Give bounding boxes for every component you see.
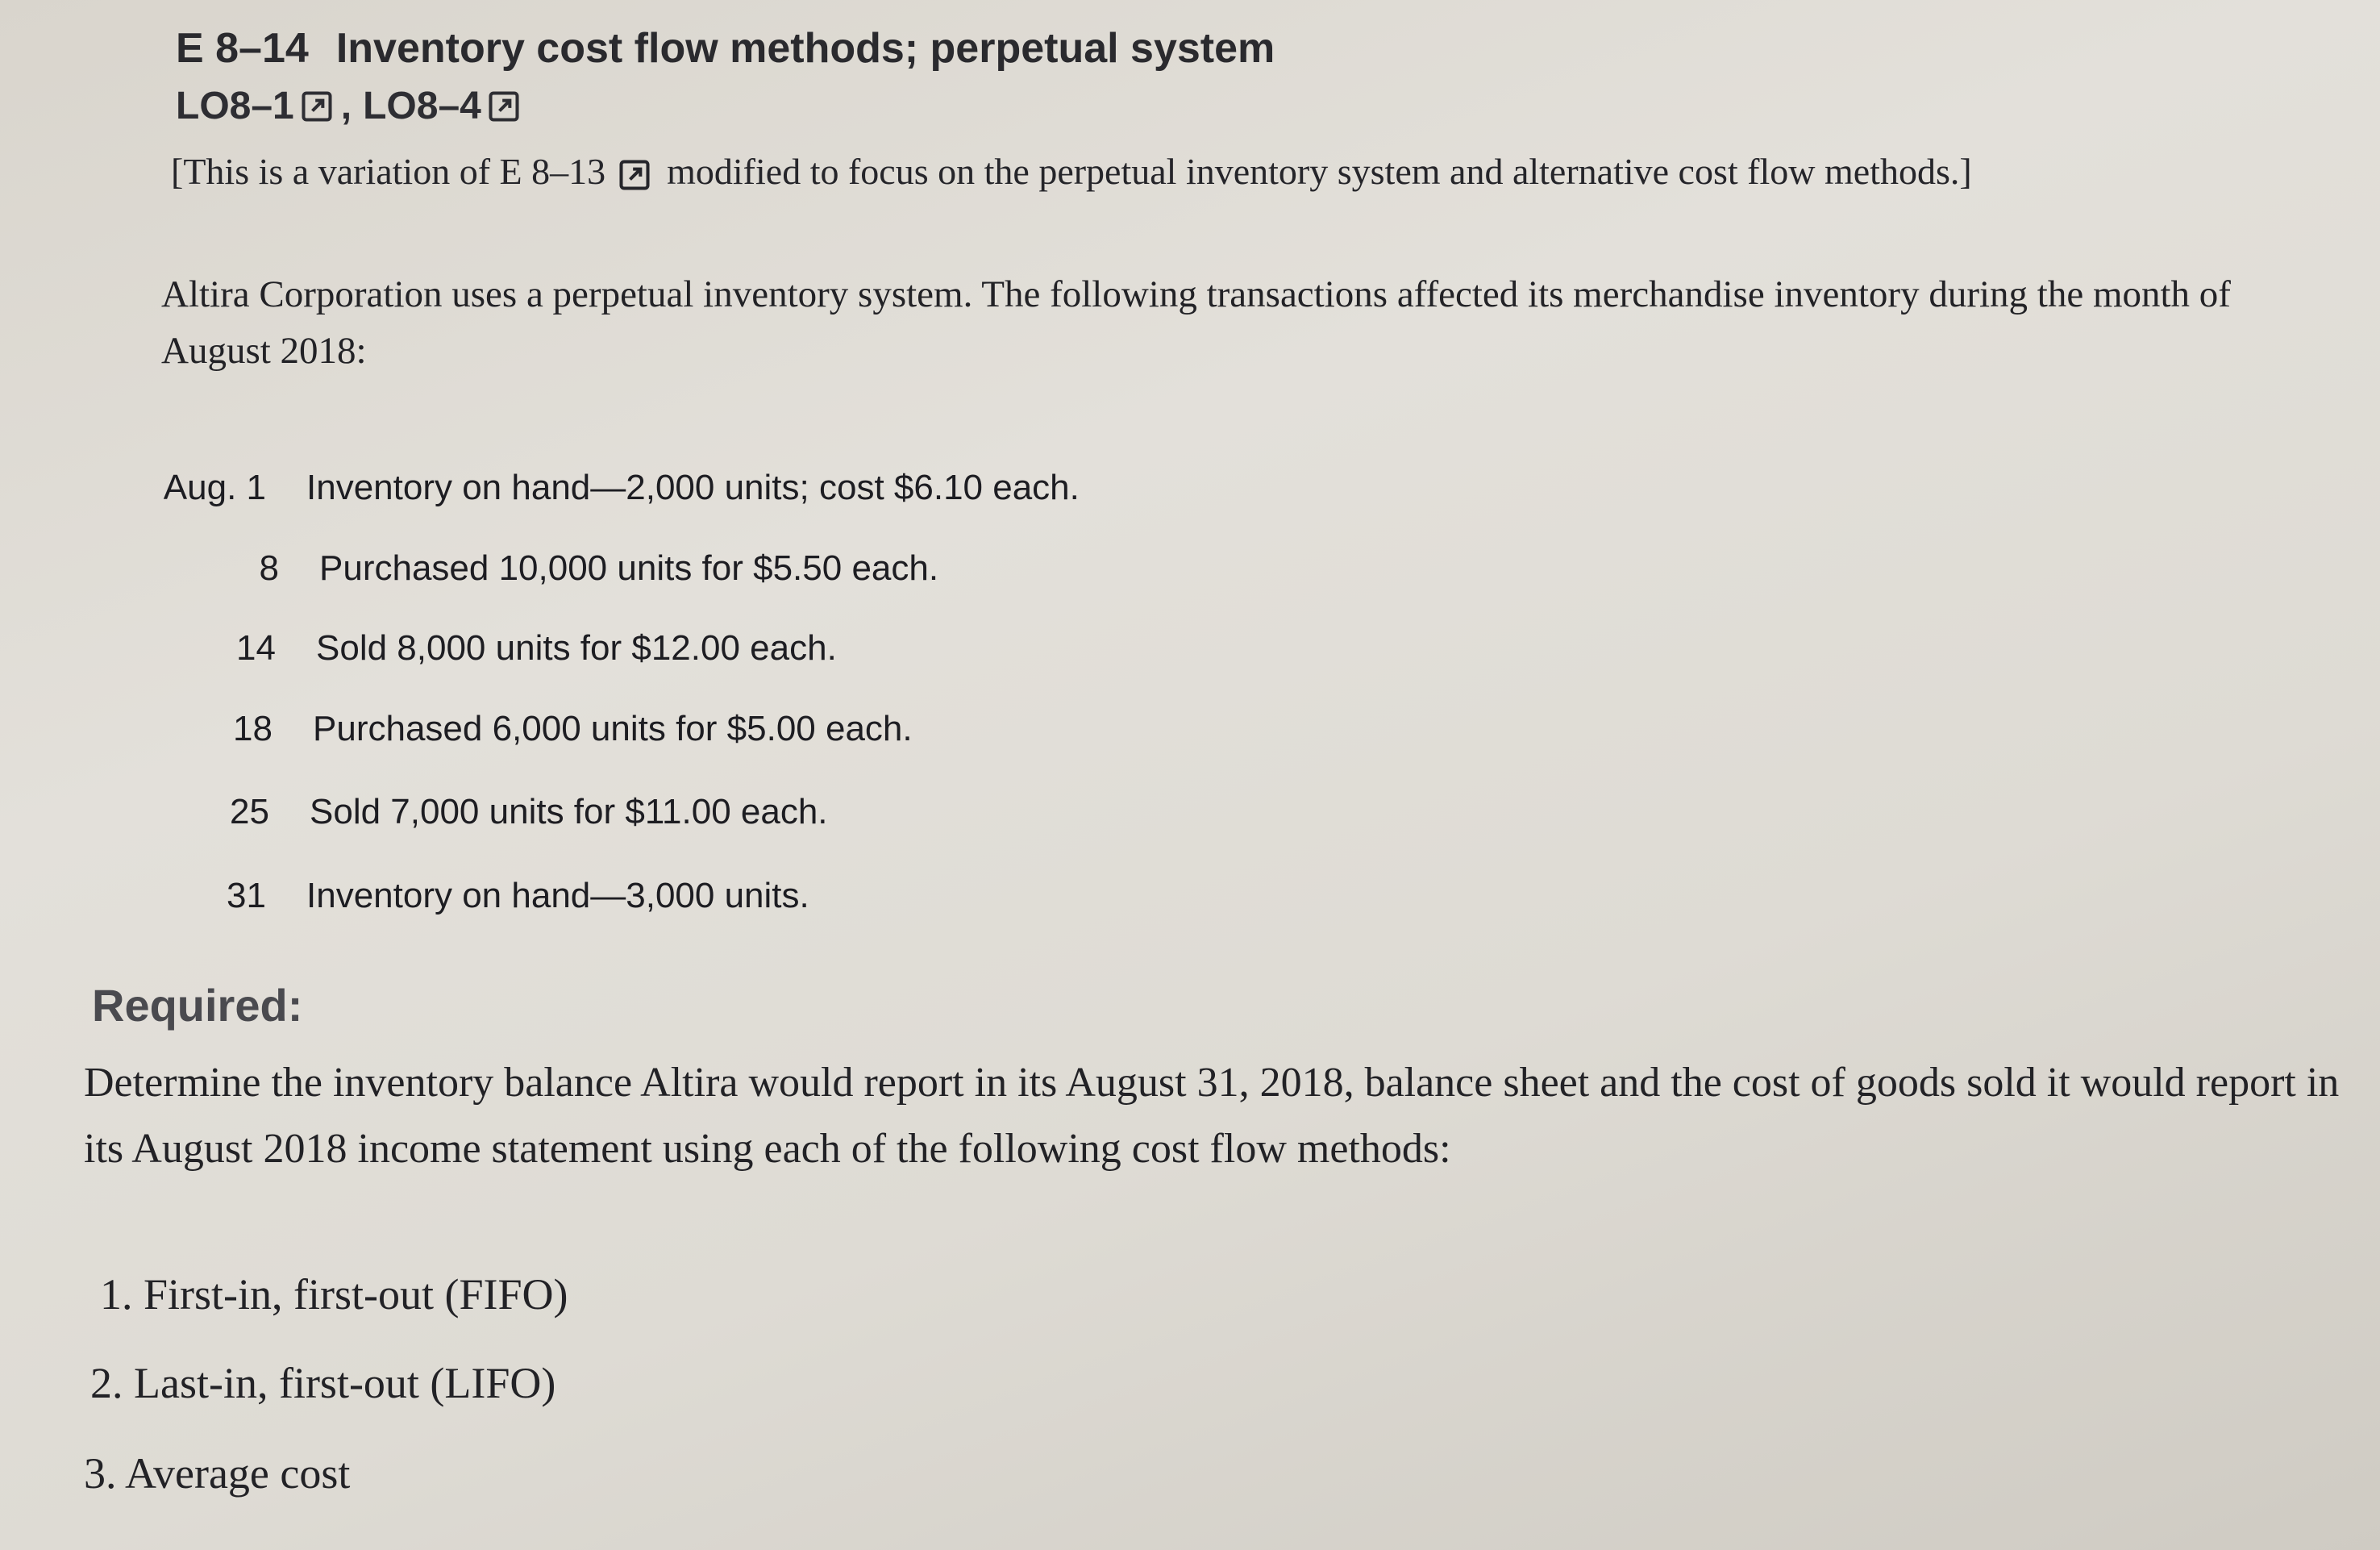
lo-separator: , [340, 85, 352, 127]
transaction-date: 25 [230, 792, 269, 831]
transaction-description: Purchased 6,000 units for $5.00 each. [313, 709, 913, 748]
transaction-description: Purchased 10,000 units for $5.50 each. [319, 548, 939, 588]
transaction-row [148, 792, 828, 832]
external-link-icon[interactable] [486, 89, 522, 124]
learning-objectives [176, 84, 522, 128]
note-before: [This is a variation of [171, 151, 491, 192]
transaction-row [158, 548, 938, 589]
exercise-title [176, 24, 1275, 73]
transaction-description: Sold 8,000 units for $12.00 each. [316, 628, 837, 668]
external-link-icon[interactable] [299, 89, 335, 124]
method-item-average: 3. Average cost [84, 1449, 351, 1498]
required-text: Determine the inventory balance Altira would report in its August 31, 2018, balance sheet and the cost of goods sold it would report in its August 2018 income statement using each of the following cost flow methods: [84, 1060, 2340, 1172]
transaction-date: 18 [233, 709, 273, 748]
lo-link-1[interactable]: LO8–1 [176, 85, 294, 127]
exercise-heading: Inventory cost flow methods; perpetual system [335, 25, 1275, 72]
transaction-description: Sold 7,000 units for $11.00 each. [310, 792, 828, 831]
transaction-description: Inventory on hand—2,000 units; cost $6.10 each. [306, 468, 1080, 507]
intro-paragraph: Altira Corporation uses a perpetual inventory system. The following transactions affected its merchandise inventory during the month of August 2018: [161, 273, 2231, 372]
transaction-row [145, 876, 809, 916]
transaction-description: Inventory on hand—3,000 units. [306, 876, 809, 915]
transaction-row [145, 468, 1080, 508]
external-link-icon[interactable] [617, 157, 652, 193]
lo-link-2[interactable]: LO8–4 [363, 85, 481, 127]
note-after: modified to focus on the perpetual inventory system and alternative cost flow methods.] [667, 151, 1972, 192]
transaction-date: Aug. 1 [163, 468, 266, 507]
exercise-code: E 8–14 [176, 25, 309, 72]
transaction-date: 31 [227, 876, 266, 915]
transaction-row [152, 709, 913, 749]
method-item-lifo: 2. Last-in, first-out (LIFO) [90, 1359, 556, 1407]
transaction-row [155, 628, 837, 669]
variation-note [171, 150, 1972, 193]
method-item-fifo: 1. First-in, first-out (FIFO) [100, 1270, 568, 1319]
transaction-date: 14 [236, 628, 276, 668]
required-heading: Required: [92, 980, 303, 1031]
note-reference-link[interactable]: E 8–13 [499, 151, 606, 192]
transaction-date: 8 [259, 548, 279, 588]
